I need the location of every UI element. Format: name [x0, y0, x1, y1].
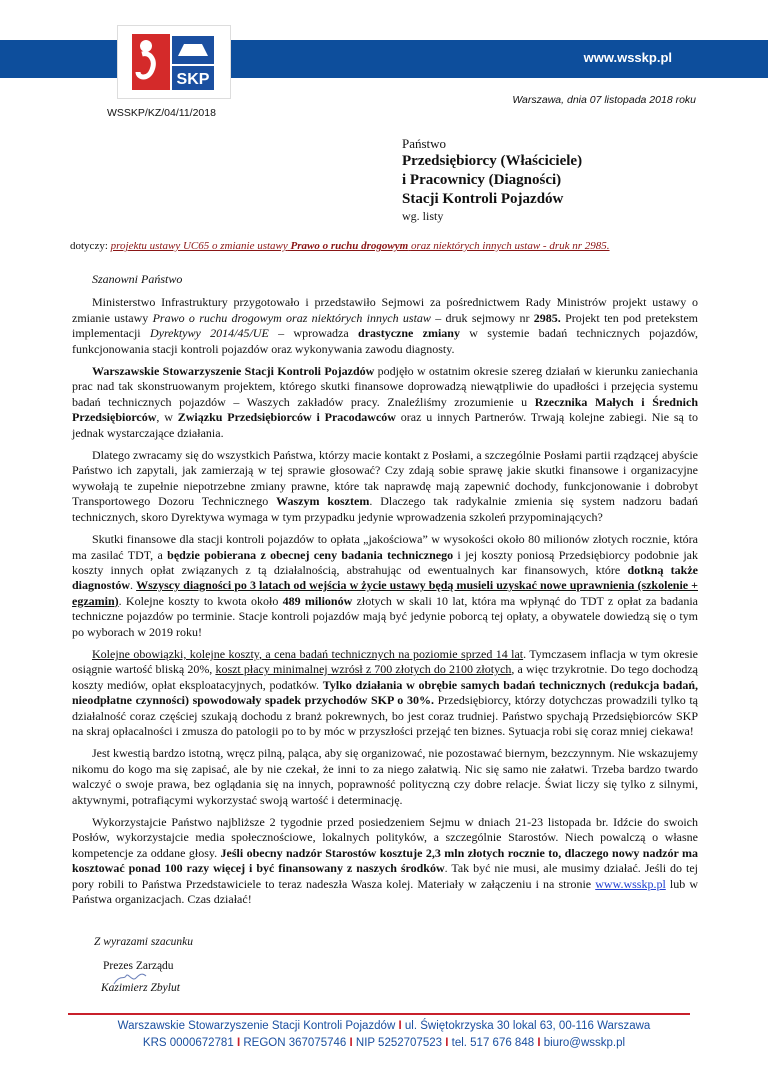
paragraph-7: Wykorzystajcie Państwo najbliższe 2 tygodnie przed posiedzeniem Sejmu w dniach 21-23 listopada br. Idźcie do swoich Posłów, wykorzystajcie media społecznościowe, lokalnych polityków, a szczególnie Starostów. Niech powalczą o własne kompetencje za oddane głosy. Jeśli obecny nadzór Starostów kosztuje 2,3 mln złotych rocznie to, dlaczego nowy nadzór ma kosztować ponad 100 razy więcej i być finansowany z naszych środków. Tak być nie musi, ale musimy działać. Jeśli do tej pory robili to Państwa Przedstawiciele to teraz nadeszła Wasza kolej. Materiały w załączeniu i na stronie www.wsskp.pl lub w Państwa organizacjach. Czas działać!: [72, 815, 699, 907]
paragraph-2: Warszawskie Stowarzyszenie Stacji Kontroli Pojazdów podjęło w ostatnim okresie szereg działań w kierunku zaniechania prac nad tak skonstruowanym projektem, którego skutki finansowe doprowadzą niewątpliwie do upadłości i przejęcia systemu badań technicznych pojazdów – Waszych zakładów pracy. Znaleźliśmy zrozumienie u Rzecznika Małych i Średnich Przedsiębiorców, w Związku Przedsiębiorców i Pracodawców oraz u innych Partnerów. Trwają kolejne zabiegi. Nie są to jednak wystarczające działania.: [72, 364, 699, 440]
recipient-line-1: Przedsiębiorcy (Właściciele): [402, 153, 583, 169]
signature-title: Prezes Zarządu: [103, 960, 174, 972]
footer-line-1: Warszawskie Stowarzyszenie Stacji Kontroli Pojazdów I ul. Świętokrzyska 30 lokal 63, 00-116 Warszawa: [117, 1020, 651, 1032]
recipient-line-2: i Pracownicy (Diagności): [402, 172, 562, 188]
signature-name: Kazimierz Zbylut: [101, 982, 180, 994]
letter-body: [72, 272, 698, 914]
greeting: Szanowni Państwo: [92, 272, 183, 286]
letter-reference: WSSKP/KZ/04/11/2018: [107, 107, 216, 119]
footer-divider: [68, 1013, 690, 1015]
letter-date: Warszawa, dnia 07 listopada 2018 roku: [512, 94, 696, 106]
recipient-post: wg. listy: [402, 209, 444, 223]
closing: Z wyrazami szacunku: [94, 936, 194, 948]
footer-email[interactable]: biuro@wsskp.pl: [543, 1037, 626, 1049]
website-link[interactable]: www.wsskp.pl: [595, 876, 666, 891]
skp-logo: [117, 25, 231, 99]
recipient-block: [402, 136, 582, 224]
header-url[interactable]: www.wsskp.pl: [583, 50, 672, 65]
paragraph-1: Ministerstwo Infrastruktury przygotowało i przedstawiło Sejmowi za pośrednictwem Rady Ministrów projekt ustawy o zmianie ustawy Prawo o ruchu drogowym oraz niektórych innych ustaw – druk sejmowy nr 2985. Projekt ten pod pretekstem implementacji Dyrektywy 2014/45/UE – wprowadza drastyczne zmiany w systemie badań technicznych pojazdów, funkcjonowania stacji kontroli pojazdów oraz wykonywania zawodu diagnosty.: [72, 295, 699, 356]
paragraph-6: Jest kwestią bardzo istotną, wręcz pilną, paląca, aby się organizować, nie pozostawać biernym, bezczynnym. Nie wskazujemy nikomu do kogo ma się zapisać, ale by nie czekał, że inni to za niego załatwią. Nic się samo nie załatwi. Trzeba bardzo twardo walczyć o swoje prawa, bez oglądania się na innych, poprawność polityczną czy dobre relacje. Świat liczy się tylko z silnymi, aktywnymi, potrafiącymi wykorzystać swoją wartość i determinację.: [72, 746, 698, 807]
concerns-topic: projektu ustawy UC65 o zmianie ustawy Prawo o ruchu drogowym oraz niektórych innych ustaw - druk nr 2985.: [110, 240, 610, 252]
footer-line-2: KRS 0000672781 I REGON 367075746 I NIP 5252707523 I tel. 517 676 848 I biuro@wsskp.pl: [142, 1037, 626, 1049]
paragraph-5: Kolejne obowiązki, kolejne koszty, a cena badań technicznych na poziomie sprzed 14 lat. Tymczasem inflacja w tym okresie osiągnie wartość bliską 20%, koszt płacy minimalnej wzrósł z 700 złotych do 2100 złotych, a więc trzykrotnie. Do tego dochodzą koszty mediów, opłat eksploatacyjnych, podatków. Tylko działania w obrębie samych badań technicznych (redukcja badań, nieodpłatne czynności) spowodowały spadek przychodów SKP o 30%. Przedsiębiorcy, którzy dotychczas prowadzili tylko tą działalność coraz częściej szukają dochodu z branż pokrewnych, bo jest coraz trudniej. Państwo spychają Przedsiębiorców SKP na skraj opłacalności i zmusza do patologii po to by móc w przyszłości przejąć ten biznes. Sytuacja robi się coraz mniej ciekawa!: [72, 646, 699, 738]
paragraph-3: Dlatego zwracamy się do wszystkich Państwa, którzy macie kontakt z Posłami, a szczególnie Posłami partii rządzącej abyście Państwo ich zapytali, jak zamierzają w tej sprawie głosować? Czy zdają sobie sprawę jakie skutki finansowe i organizacyjne wywołają te zupełnie niepotrzebne zmiany prawne, które tak naprawdę mają zapewnić dochody, funkcjonowanie i dobrobyt Transportowego Dozoru Technicznego Waszym kosztem. Dlaczego tak radykalnie zmienia się system nadzoru badań technicznych, skoro Dyrektywa wymaga w tym przypadku jedynie wprowadzenia szkoleń przypominających?: [72, 448, 699, 524]
paragraph-4: Skutki finansowe dla stacji kontroli pojazdów to opłata „jakościowa” w wysokości około 80 milionów złotych rocznie, która ma zasilać TDT, a będzie pobierana z obecnej ceny badania technicznego i jej koszty poniosą Przedsiębiorcy podobnie jak koszty innych opłat związanych z tą działalnością, abstrahując od ewentualnych kar finansowych, które dotkną także diagnostów. Wszyscy diagności po 3 latach od wejścia w życie ustawy będą musieli uzyskać nowe uprawnienia (szkolenie + egzamin). Kolejne koszty to kwota około 489 milionów złotych w skali 10 lat, która ma wpłynąć do TDT z opłat za badania techniczne pojazdów po terminie. Stacje kontroli pojazdów mają być jedynie poborcą tej opłaty, a obywatele dowiedzą się o tym po wyborach w 2019 roku!: [72, 532, 699, 639]
concerns-line: [70, 240, 610, 252]
logo-text: SKP: [176, 71, 210, 88]
recipient-line-3: Stacji Kontroli Pojazdów: [402, 191, 564, 207]
concerns-label: dotyczy:: [70, 240, 108, 252]
recipient-pre: Państwo: [402, 136, 447, 151]
